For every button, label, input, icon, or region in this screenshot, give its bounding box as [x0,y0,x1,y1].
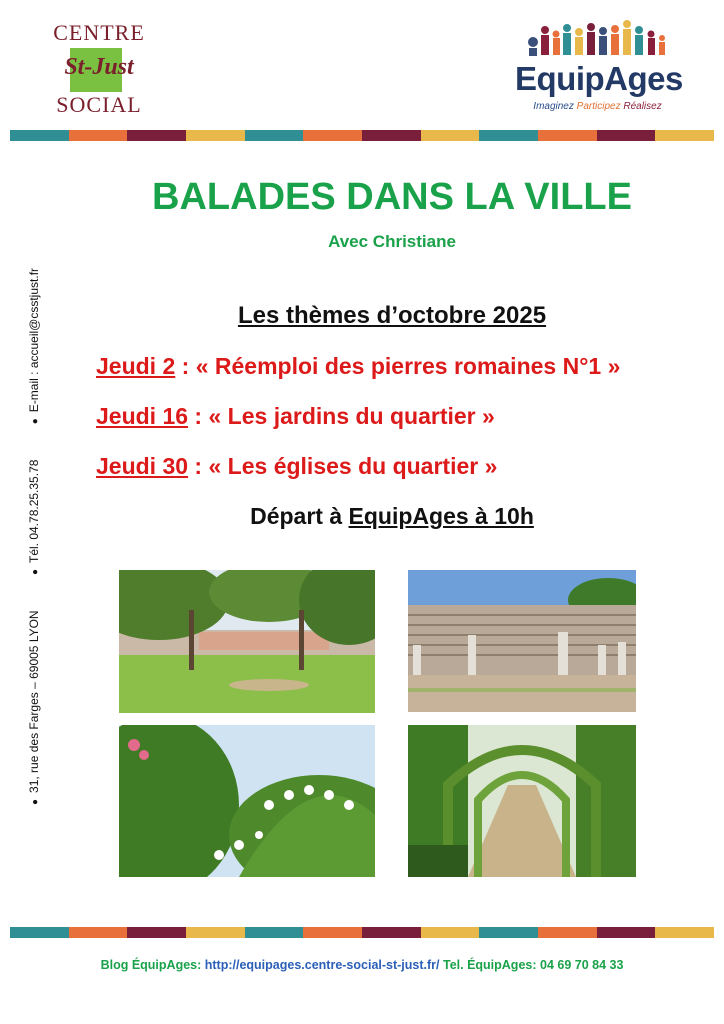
event-day: Jeudi 2 [96,353,176,379]
photo-park-overlook [119,570,375,713]
stripe-segment [69,130,128,141]
event-topic: « Les églises du quartier » [208,453,498,479]
footer-tel: Tel. ÉquipAges: 04 69 70 84 33 [439,958,624,972]
stripe-segment [655,130,714,141]
stripe-segment [186,927,245,938]
tagline-participez: Participez [576,101,621,112]
stripe-segment [538,130,597,141]
event-day: Jeudi 30 [96,453,189,479]
departure-info [60,503,724,530]
stripe-segment [127,927,186,938]
email-text: E-mail : accueil@csstjust.fr [27,267,41,413]
stripe-segment [655,927,714,938]
stripe-segment [538,927,597,938]
stripe-segment [421,130,480,141]
logo-line-2: St-Just [64,54,134,80]
photo-garden-path [408,725,636,877]
themes-heading: Les thèmes d’octobre 2025 [237,302,547,329]
event-item [96,353,620,380]
stripe-segment [127,130,186,141]
stripe-segment [69,927,128,938]
footer-blog-link[interactable]: http://equipages.centre-social-st-just.fr/ [204,958,440,972]
bullet-icon: ● [30,569,41,576]
bullet-icon: ● [30,418,41,425]
stripe-segment [245,130,304,141]
stripe-segment [303,130,362,141]
stripe-segment [479,927,538,938]
page-subtitle: Avec Christiane [328,232,456,251]
event-topic: « Réemploi des pierres romaines N°1 » [195,353,621,379]
logo-line-3: SOCIAL [56,92,142,117]
event-separator: : [188,403,209,429]
departure-place: EquipAges à 10h [348,503,534,529]
phone-text: Tél. 04.78.25.35.78 [27,459,41,563]
stripe-segment [362,927,421,938]
stripe-segment [303,927,362,938]
tagline-realisez: Réalisez [623,101,662,112]
bottom-color-stripe [10,927,714,938]
stripe-segment [421,927,480,938]
event-day: Jeudi 16 [96,403,189,429]
contact-sidebar [27,245,41,805]
event-separator: : [175,353,196,379]
stripe-segment [186,130,245,141]
stripe-segment [597,130,656,141]
stripe-segment [597,927,656,938]
departure-prefix: Départ à [250,503,349,529]
logo-line-1: CENTRE [53,20,145,45]
event-item [96,453,497,480]
photo-roman-theatre [408,570,636,712]
address-text: 31, rue des Farges – 69005 LYON [27,610,41,793]
tagline-imaginez: Imaginez [533,101,574,112]
stripe-segment [245,927,304,938]
logo-tagline [515,101,680,112]
page-title: BALADES DANS LA VILLE [152,176,632,218]
centre-social-logo [48,20,150,118]
stripe-segment [10,927,69,938]
top-color-stripe [10,130,714,141]
event-item [96,403,495,430]
event-topic: « Les jardins du quartier » [208,403,495,429]
equipages-logo [515,18,683,116]
stripe-segment [10,130,69,141]
footer-contact [0,958,724,972]
stripe-segment [479,130,538,141]
logo-brand-name: EquipAges [515,60,683,97]
footer-blog-label: Blog ÉquipAges: [100,958,205,972]
photo-rose-garden [119,725,375,877]
event-separator: : [188,453,209,479]
stripe-segment [362,130,421,141]
people-silhouettes-icon [525,18,670,60]
bullet-icon: ● [30,798,41,805]
